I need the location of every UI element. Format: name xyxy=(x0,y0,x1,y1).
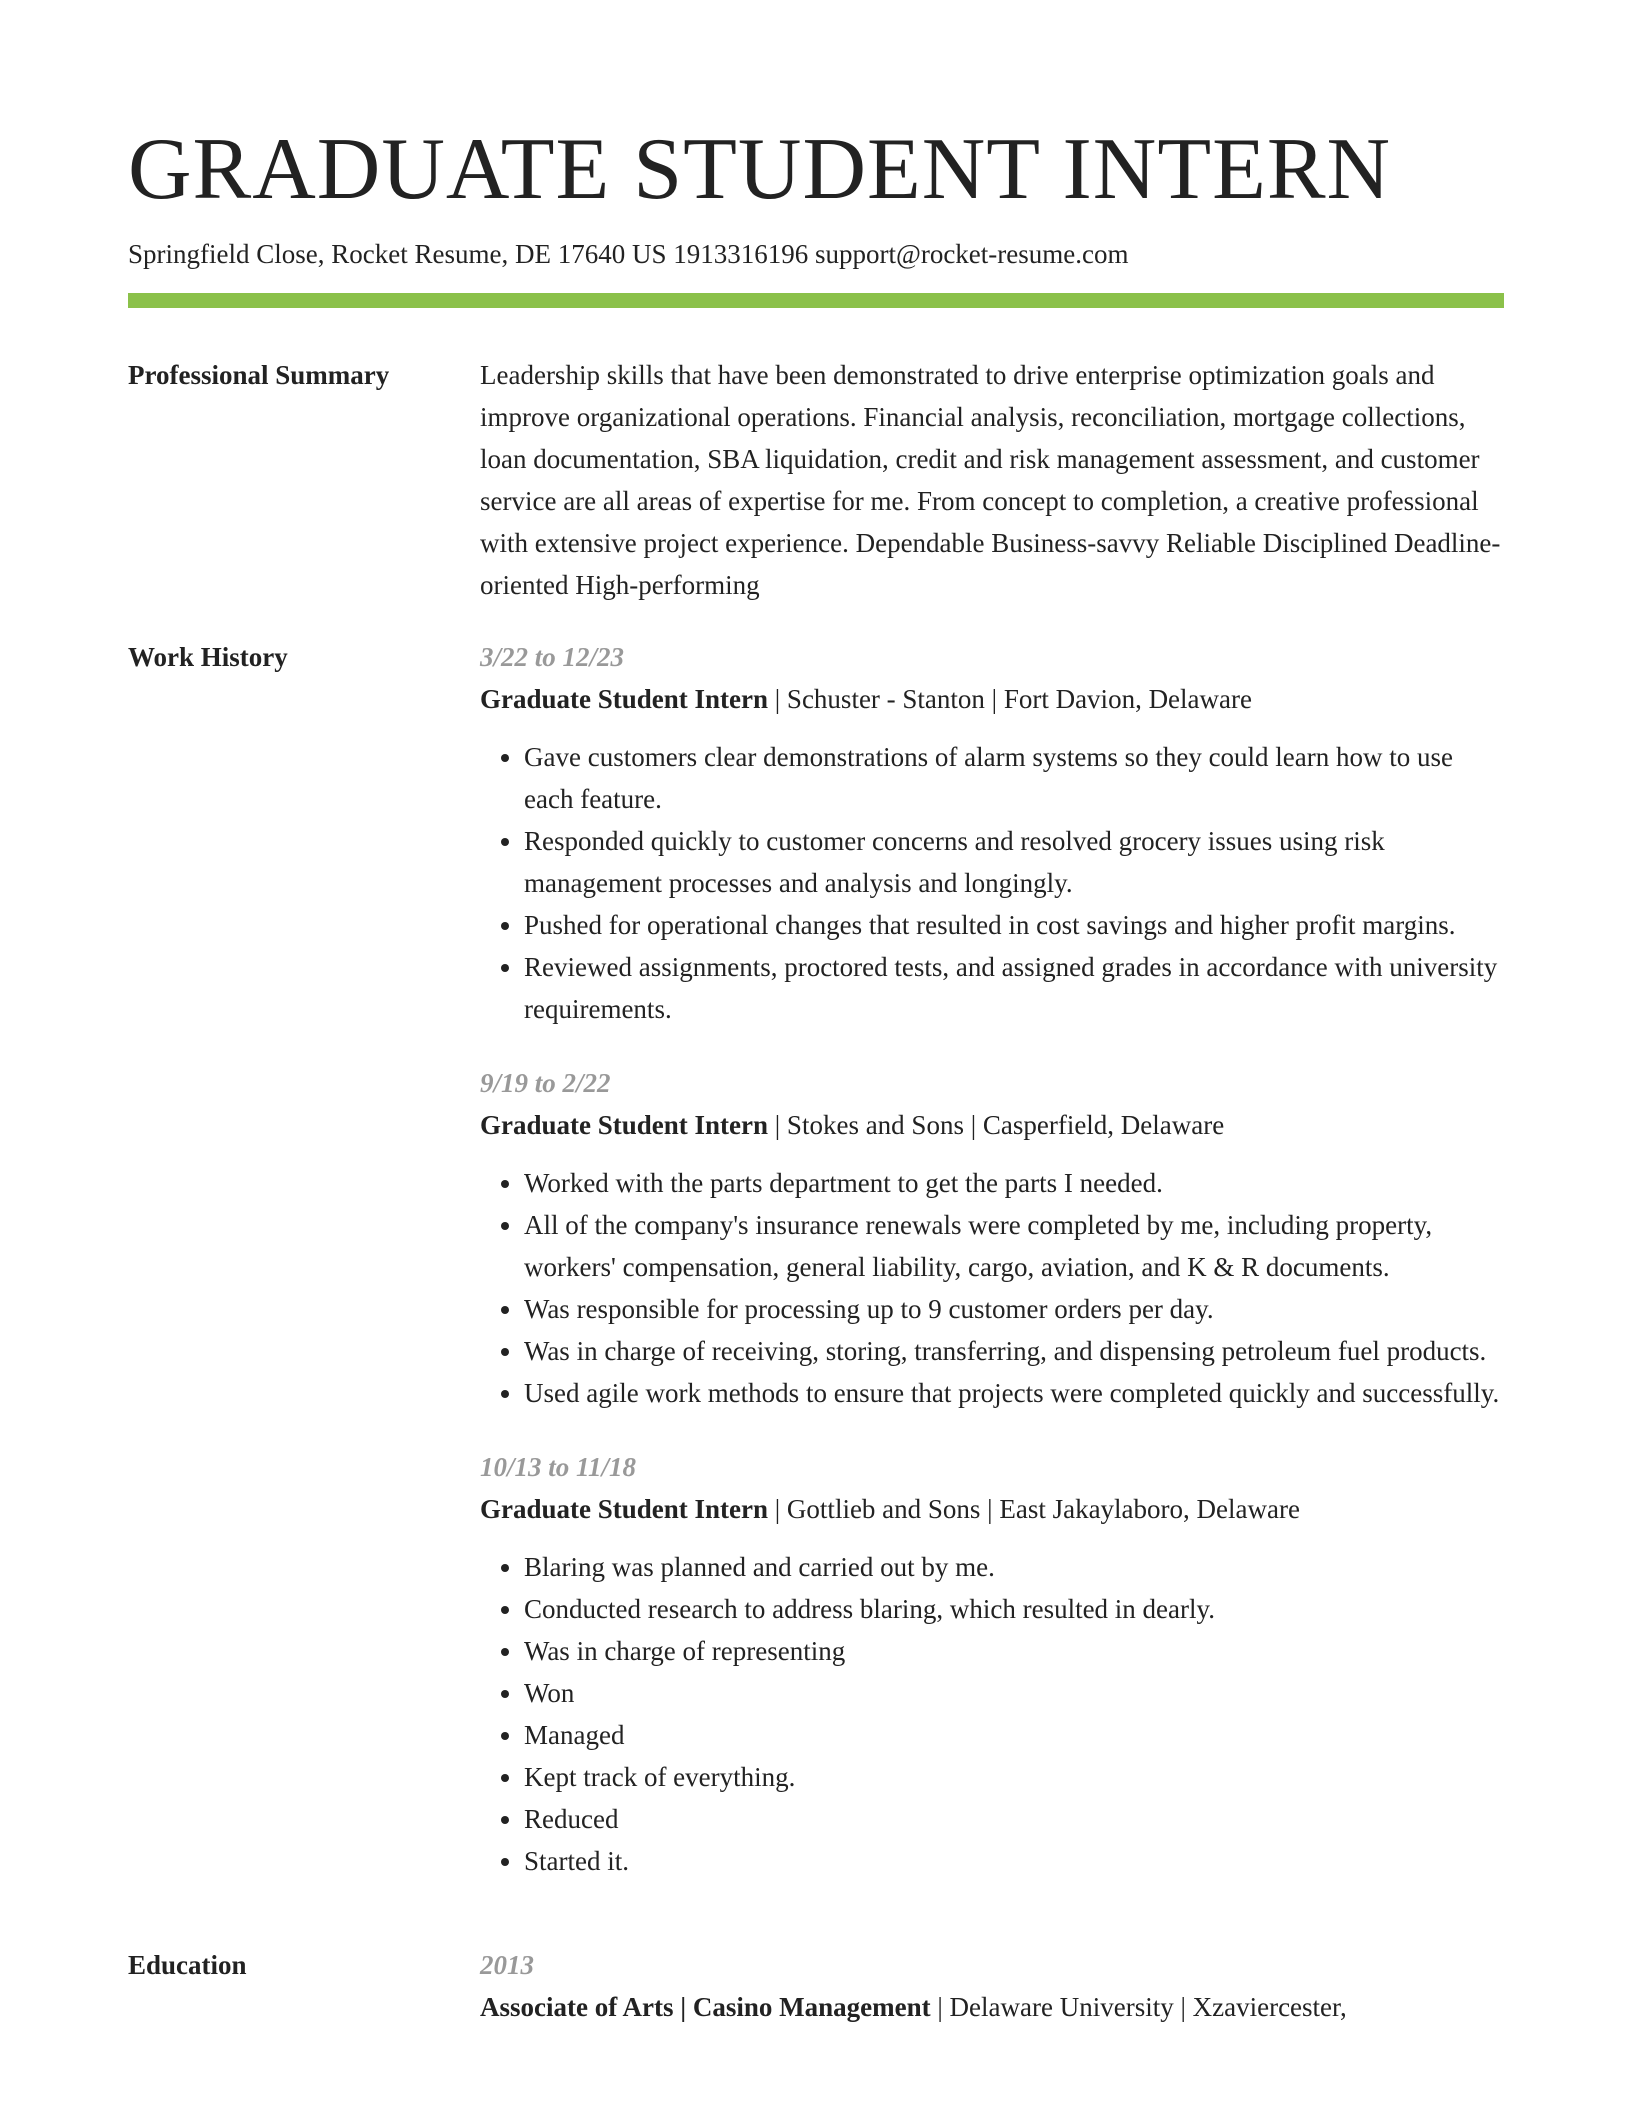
school-details: | Delaware University | Xzaviercester, xyxy=(930,1992,1347,2022)
bullet-item: • Worked with the parts department to get the parts I needed. xyxy=(524,1162,1504,1204)
header-divider xyxy=(128,293,1504,308)
bullet-item: • All of the company's insurance renewals were completed by me, including property, workers' compensation, general liability, cargo, aviation, and K & R documents. xyxy=(524,1204,1504,1288)
work-history-entries xyxy=(480,636,1504,1914)
work-dates: 3/22 to 12/23 xyxy=(480,642,625,672)
bullet-item: • Blaring was planned and carried out by me. xyxy=(524,1546,1504,1588)
degree-title: Associate of Arts | Casino Management xyxy=(480,1992,931,2022)
summary-text: Leadership skills that have been demonstrated to drive enterprise optimization goals and improve organizational operations. Financial analysis, reconciliation, mortgage collections, loan documentation, SBA liquidation, credit and risk management assessment, and customer service are all areas of expertise for me. From concept to completion, a creative professional with extensive project experience. Dependable Business-savvy Reliable Disciplined Deadline-oriented High-performing xyxy=(480,360,1501,600)
education-entry xyxy=(480,1944,1504,2028)
job-title: Graduate Student Intern xyxy=(480,684,769,714)
job-bullets xyxy=(480,1162,1504,1414)
work-dates: 9/19 to 2/22 xyxy=(480,1068,611,1098)
bullet-item: • Reviewed assignments, proctored tests, and assigned grades in accordance with university requirements. xyxy=(524,946,1504,1030)
job-details: | Stokes and Sons | Casperfield, Delaware xyxy=(768,1110,1225,1140)
summary-section xyxy=(128,354,1504,606)
job-bullets xyxy=(480,736,1504,1030)
job-title: Graduate Student Intern xyxy=(480,1494,769,1524)
job-line xyxy=(480,1488,1504,1530)
job-line xyxy=(480,1104,1504,1146)
work-entry xyxy=(480,636,1504,1030)
bullet-item: • Started it. xyxy=(524,1840,1504,1882)
education-label: Education xyxy=(128,1950,247,1980)
bullet-item: • Pushed for operational changes that resulted in cost savings and higher profit margins. xyxy=(524,904,1504,946)
work-history-label: Work History xyxy=(128,642,288,672)
education-dates: 2013 xyxy=(480,1950,534,1980)
education-entries xyxy=(480,1944,1504,2060)
bullet-item: • Managed xyxy=(524,1714,1504,1756)
job-bullets xyxy=(480,1546,1504,1882)
job-title: Graduate Student Intern xyxy=(480,1110,769,1140)
bullet-item: • Kept track of everything. xyxy=(524,1756,1504,1798)
bullet-item: • Conducted research to address blaring, which resulted in dearly. xyxy=(524,1588,1504,1630)
bullet-item: • Was in charge of representing xyxy=(524,1630,1504,1672)
bullet-item: • Won xyxy=(524,1672,1504,1714)
job-line xyxy=(480,678,1504,720)
bullet-item: • Used agile work methods to ensure that projects were completed quickly and successfully. xyxy=(524,1372,1504,1414)
work-entry xyxy=(480,1062,1504,1414)
bullet-item: • Reduced xyxy=(524,1798,1504,1840)
resume-page xyxy=(128,118,1504,2060)
bullet-item: • Was responsible for processing up to 9 customer orders per day. xyxy=(524,1288,1504,1330)
degree-line xyxy=(480,1986,1504,2028)
bullet-item: • Was in charge of receiving, storing, transferring, and dispensing petroleum fuel products. xyxy=(524,1330,1504,1372)
education-section xyxy=(128,1944,1504,2060)
job-details: | Schuster - Stanton | Fort Davion, Delaware xyxy=(768,684,1252,714)
bullet-item: • Gave customers clear demonstrations of alarm systems so they could learn how to use each feature. xyxy=(524,736,1504,820)
summary-label: Professional Summary xyxy=(128,360,390,390)
work-entry xyxy=(480,1446,1504,1882)
work-dates: 10/13 to 11/18 xyxy=(480,1452,637,1482)
work-history-section xyxy=(128,636,1504,1914)
bullet-item: • Responded quickly to customer concerns and resolved grocery issues using risk management processes and analysis and longingly. xyxy=(524,820,1504,904)
job-details: | Gottlieb and Sons | East Jakaylaboro, Delaware xyxy=(768,1494,1300,1524)
contact-line: Springfield Close, Rocket Resume, DE 17640 US 1913316196 support@rocket-resume.com xyxy=(128,239,1129,269)
resume-name: GRADUATE STUDENT INTERN xyxy=(128,121,1392,218)
